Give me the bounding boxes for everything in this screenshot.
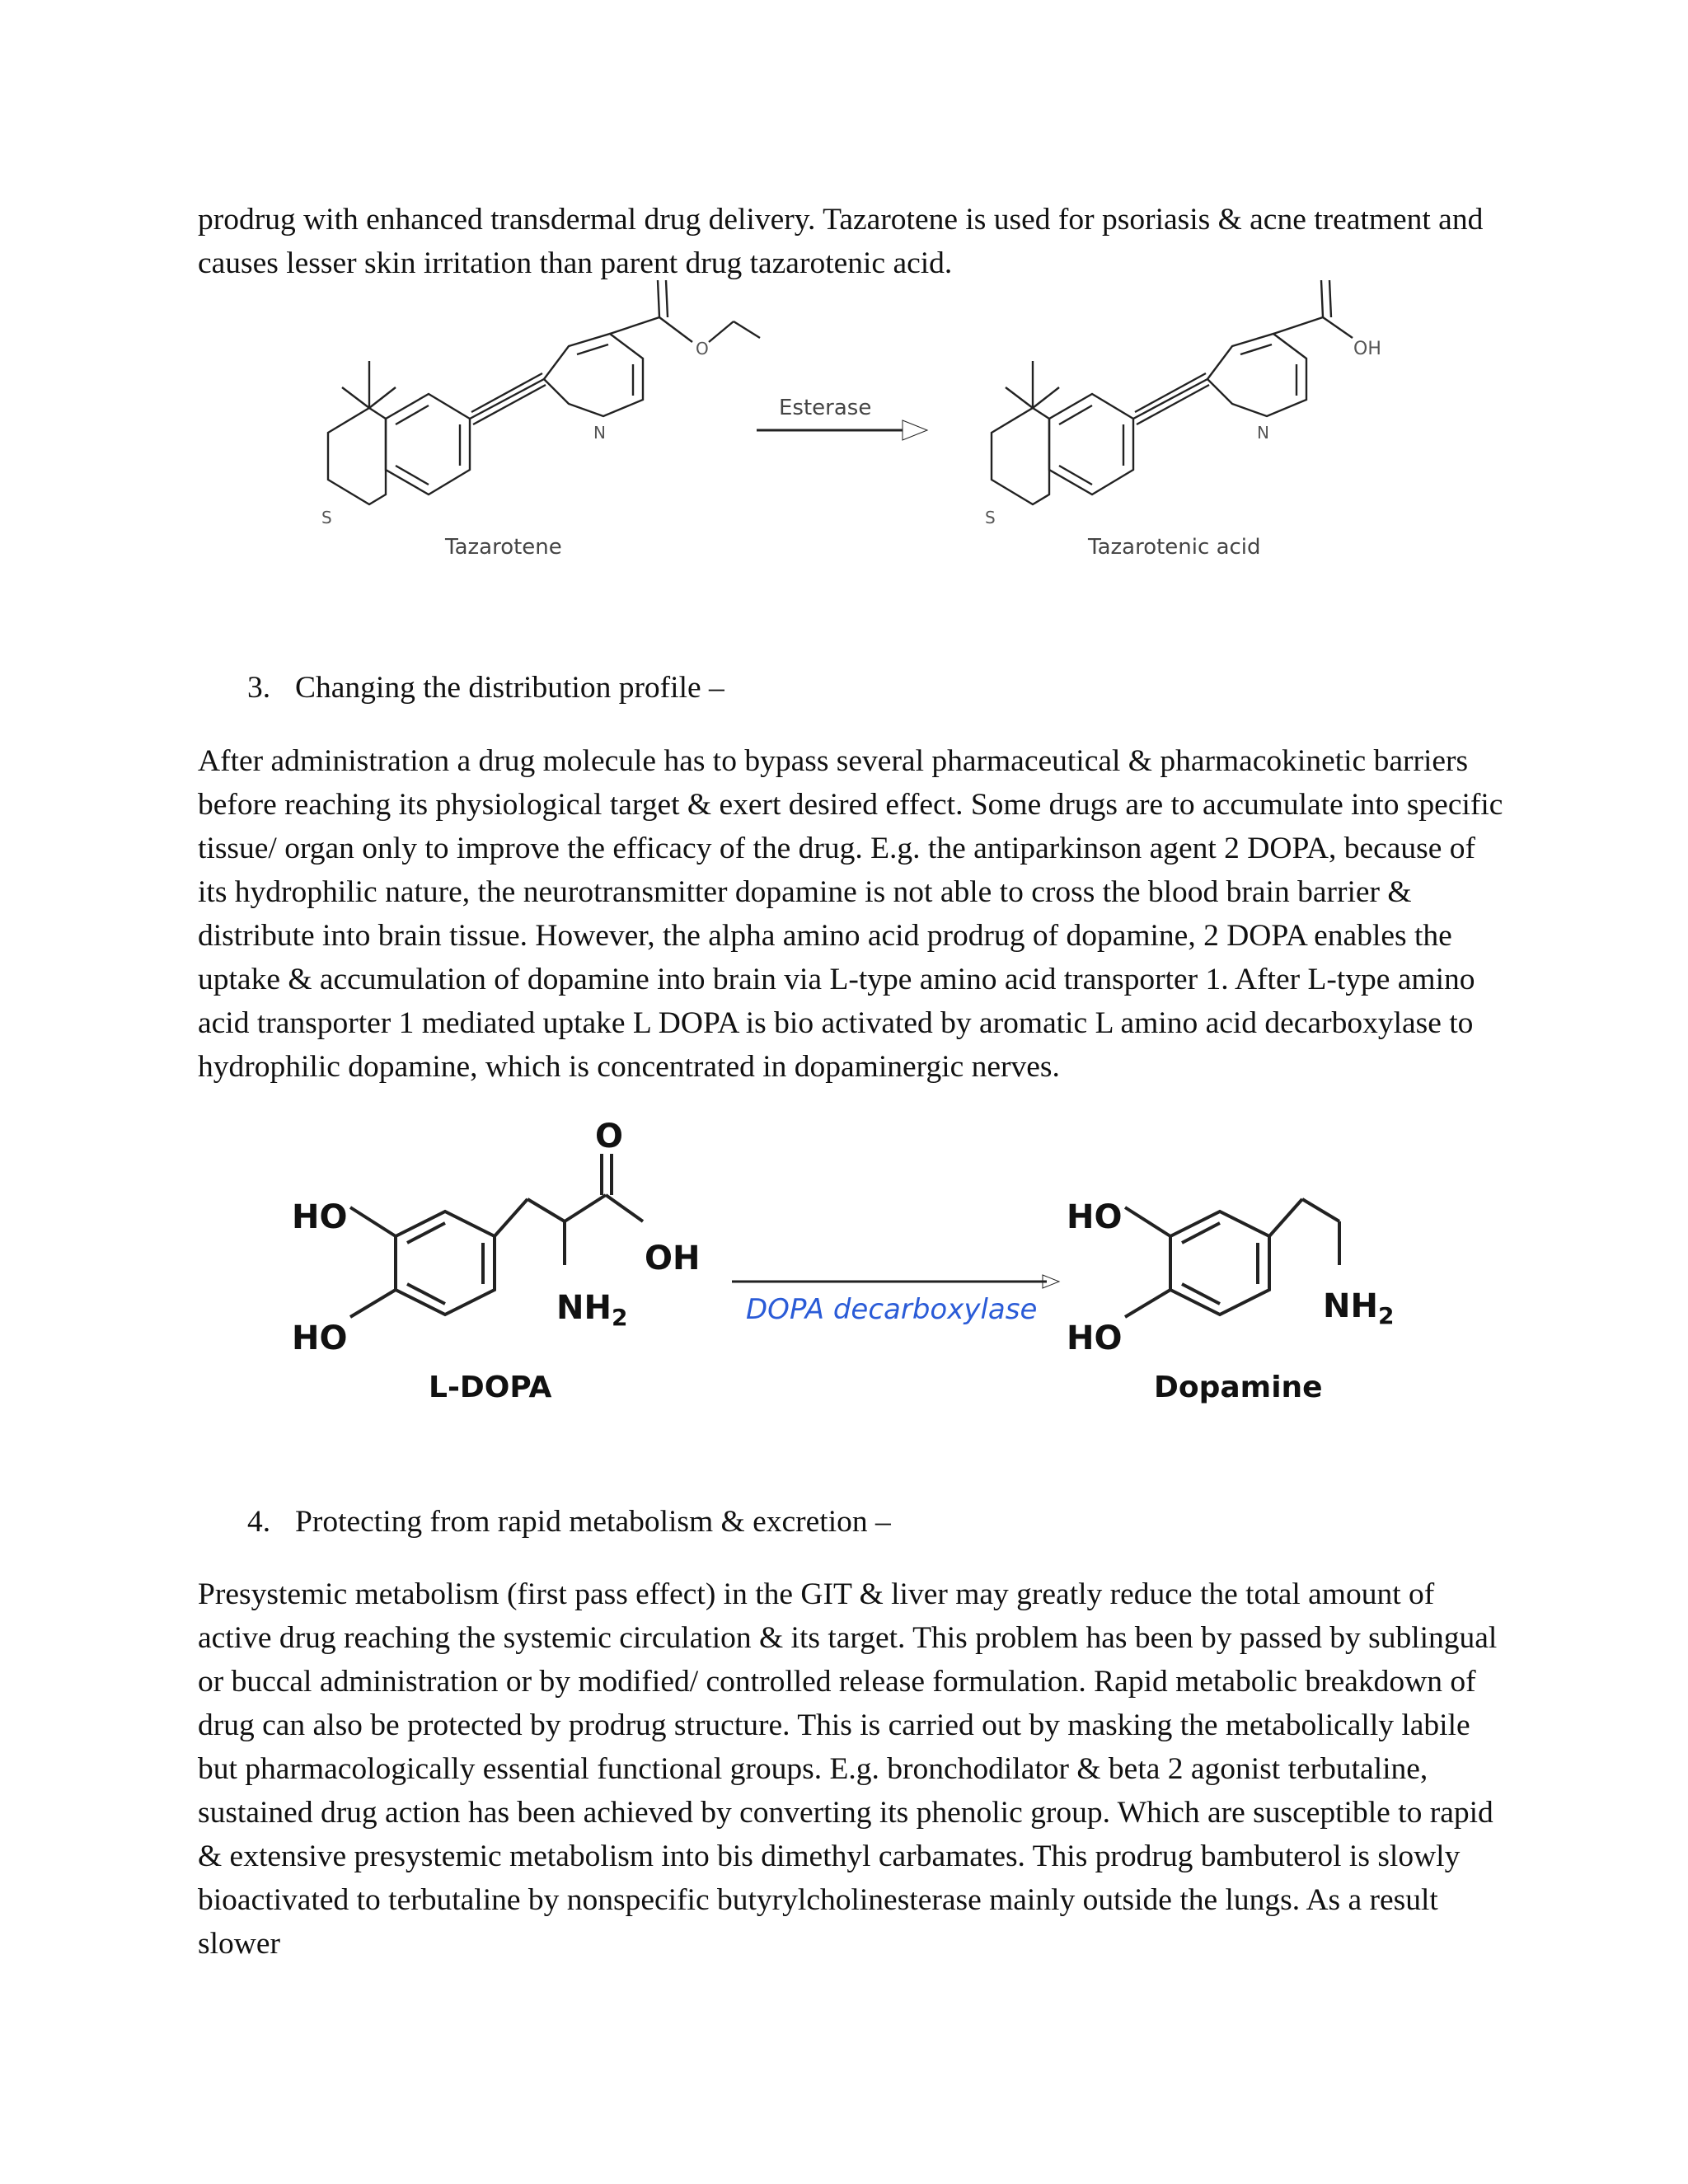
intro-paragraph: prodrug with enhanced transdermal drug delivery. Tazarotene is used for psoriasis & acne treatment and causes lesser skin irritation than parent drug tazarotenic acid. [198, 203, 1484, 280]
ldopa-scheme [280, 1118, 1418, 1426]
tazarotenic-acid-structure [992, 280, 1353, 504]
heading-distribution [247, 666, 724, 710]
dopamine-label: Dopamine [1154, 1371, 1323, 1404]
heading-metabolism [247, 1500, 891, 1544]
hydroxyl-label: OH [1353, 339, 1381, 359]
distribution-paragraph: After administration a drug molecule has to bypass several pharmaceutical & pharmacokinetic barriers before reaching its physiological target & exert desired effect. Some drugs are to accumulate into specific tissue/ organ only to improve the efficacy of the drug. E.g. the antiparkinson agent 2 DOPA, because of its hydrophilic nature, the neurotransmitter dopamine is not able to cross the blood brain barrier & distribute into brain tissue. However, the alpha amino acid prodrug of dopamine, 2 DOPA enables the uptake & accumulation of dopamine into brain via L-type amino acid transporter 1. After L-type amino acid transporter 1 mediated uptake L DOPA is bio activated by aromatic L amino acid decarboxylase to hydrophilic dopamine, which is concentrated in dopaminergic nerves. [198, 744, 1503, 1084]
dopa-decarboxylase-label: DOPA decarboxylase [746, 1293, 1038, 1326]
carbonyl-oxygen-label: O [595, 1118, 624, 1155]
esterase-label: Esterase [779, 396, 872, 420]
heading-number: 3. [247, 671, 271, 705]
hydroxyl-label: HO [292, 1198, 348, 1236]
sulfur-atom-label: S [321, 508, 332, 527]
tazarotene-structure [328, 280, 760, 504]
tazarotenic-acid-label: Tazarotenic acid [1088, 535, 1261, 560]
heading-text: Protecting from rapid metabolism & excretion – [295, 1505, 891, 1539]
nitrogen-atom-label: N [593, 423, 606, 443]
amine-label: $NH_2$ [1323, 1287, 1395, 1329]
hydroxyl-label: HO [292, 1319, 348, 1357]
carboxyl-hydroxyl-label: OH [645, 1240, 701, 1277]
dopamine-structure [1125, 1199, 1339, 1317]
heading-text: Changing the distribution profile – [295, 671, 724, 705]
tazarotene-label: Tazarotene [445, 535, 562, 560]
ester-oxygen-label: O [696, 339, 709, 359]
hydroxyl-label: HO [1067, 1319, 1123, 1357]
tazarotene-scheme [297, 297, 1385, 577]
heading-number: 4. [247, 1505, 271, 1539]
nitrogen-atom-label: N [1257, 423, 1269, 443]
ldopa-label: L-DOPA [429, 1371, 552, 1404]
hydroxyl-label: HO [1067, 1198, 1123, 1236]
metabolism-paragraph: Presystemic metabolism (first pass effect) in the GIT & liver may greatly reduce the total amount of active drug reaching the systemic circulation & its target. This problem has been by passed by sublingual or buccal administration or by modified/ controlled release formulation. Rapid metabolic breakdown of drug can also be protected by prodrug structure. This is carried out by masking the metabolically labile but pharmacologically essential functional groups. E.g. bronchodilator & beta 2 agonist terbutaline, sustained drug action has been achieved by converting its phenolic group. Which are susceptible to rapid & extensive presystemic metabolism into bis dimethyl carbamates. This prodrug bambuterol is slowly bioactivated to terbutaline by nonspecific butyrylcholinesterase mainly outside the lungs. As a result slower [198, 1577, 1498, 1961]
amine-label: $NH_2$ [556, 1289, 628, 1331]
sulfur-atom-label: S [985, 508, 996, 527]
